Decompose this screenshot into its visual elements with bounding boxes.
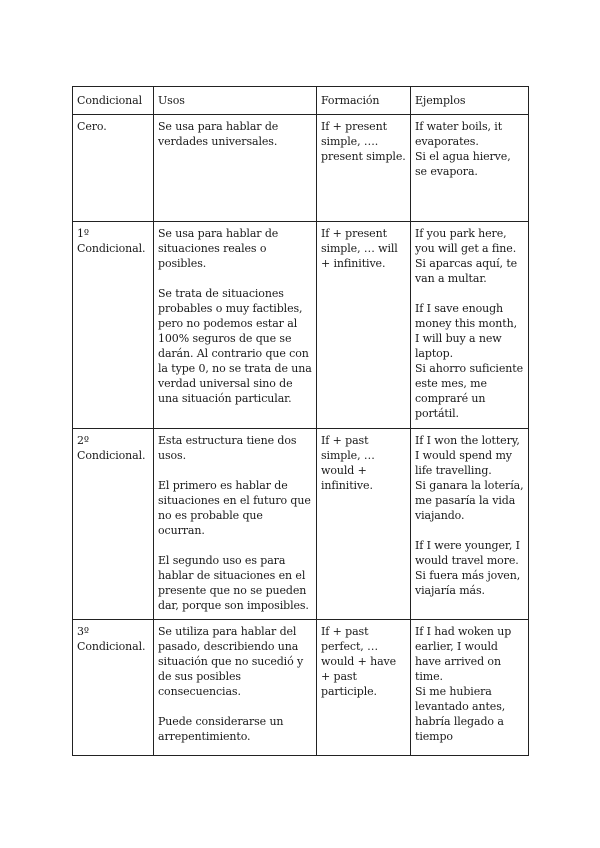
table-header-row [73,87,529,115]
cell-formacion: If + present simple, …. present simple. [317,115,411,222]
example-english: If I won the lottery, I would spend my life travelling. [415,434,520,477]
usos-paragraph: Se usa para hablar de situaciones reales o posibles. [158,227,279,270]
example-english: If I were younger, I would travel more. [415,539,520,567]
example-english: If water boils, it evaporates. [415,120,503,148]
usos-paragraph: Esta estructura tiene dos usos. [158,434,297,462]
example-group [415,624,524,744]
usos-paragraph: El segundo uso es para hablar de situaciones en el presente que no se pueden dar, porque son imposibles. [158,554,309,612]
example-english: If I had woken up earlier, I would have arrived on time. [415,625,512,683]
header-ejemplos: Ejemplos [411,87,529,115]
usos-paragraph: Se trata de situaciones probables o muy factibles, pero no podemos estar al 100% seguros de que se darán. Al contrario que con la type 0, no se trata de una verdad universal sino de una situación particular. [158,287,312,405]
header-usos: Usos [154,87,317,115]
usos-paragraph: Se usa para hablar de verdades universales. [158,120,279,148]
cell-ejemplos [411,429,529,620]
cell-condicional: 3º Condicional. [73,620,154,756]
cell-usos [154,222,317,429]
example-group [415,301,524,421]
example-group [415,119,524,179]
usos-paragraph: Puede considerarse un arrepentimiento. [158,715,284,743]
cell-formacion: If + past perfect, … would + have + past participle. [317,620,411,756]
example-group [415,538,524,598]
cell-ejemplos [411,222,529,429]
cell-formacion: If + present simple, … will + infinitive. [317,222,411,429]
example-spanish: Si fuera más joven, viajaría más. [415,569,521,597]
example-group [415,226,524,286]
example-spanish: Si el agua hierve, se evapora. [415,150,511,178]
example-group [415,433,524,523]
example-english: If I save enough money this month, I will buy a new laptop. [415,302,517,360]
conditionals-table [72,86,529,756]
header-formacion: Formación [317,87,411,115]
usos-paragraph: El primero es hablar de situaciones en el futuro que no es probable que ocurran. [158,479,311,537]
cell-ejemplos [411,115,529,222]
cell-usos [154,115,317,222]
cell-usos [154,620,317,756]
example-spanish: Si me hubiera levantado antes, habría llegado a tiempo [415,685,506,743]
usos-paragraph: Se utiliza para hablar del pasado, describiendo una situación que no sucedió y de sus posibles consecuencias. [158,625,304,698]
table-row [73,222,529,429]
table-row [73,115,529,222]
table-row [73,620,529,756]
example-spanish: Si aparcas aquí, te van a multar. [415,257,518,285]
table-row [73,429,529,620]
cell-condicional: Cero. [73,115,154,222]
cell-ejemplos [411,620,529,756]
cell-condicional: 1º Condicional. [73,222,154,429]
cell-condicional: 2º Condicional. [73,429,154,620]
example-english: If you park here, you will get a fine. [415,227,517,255]
example-spanish: Si ahorro suficiente este mes, me compraré un portátil. [415,362,523,420]
cell-formacion: If + past simple, …would + infinitive. [317,429,411,620]
cell-usos [154,429,317,620]
example-spanish: Si ganara la lotería, me pasaría la vida viajando. [415,479,524,522]
header-condicional: Condicional [73,87,154,115]
